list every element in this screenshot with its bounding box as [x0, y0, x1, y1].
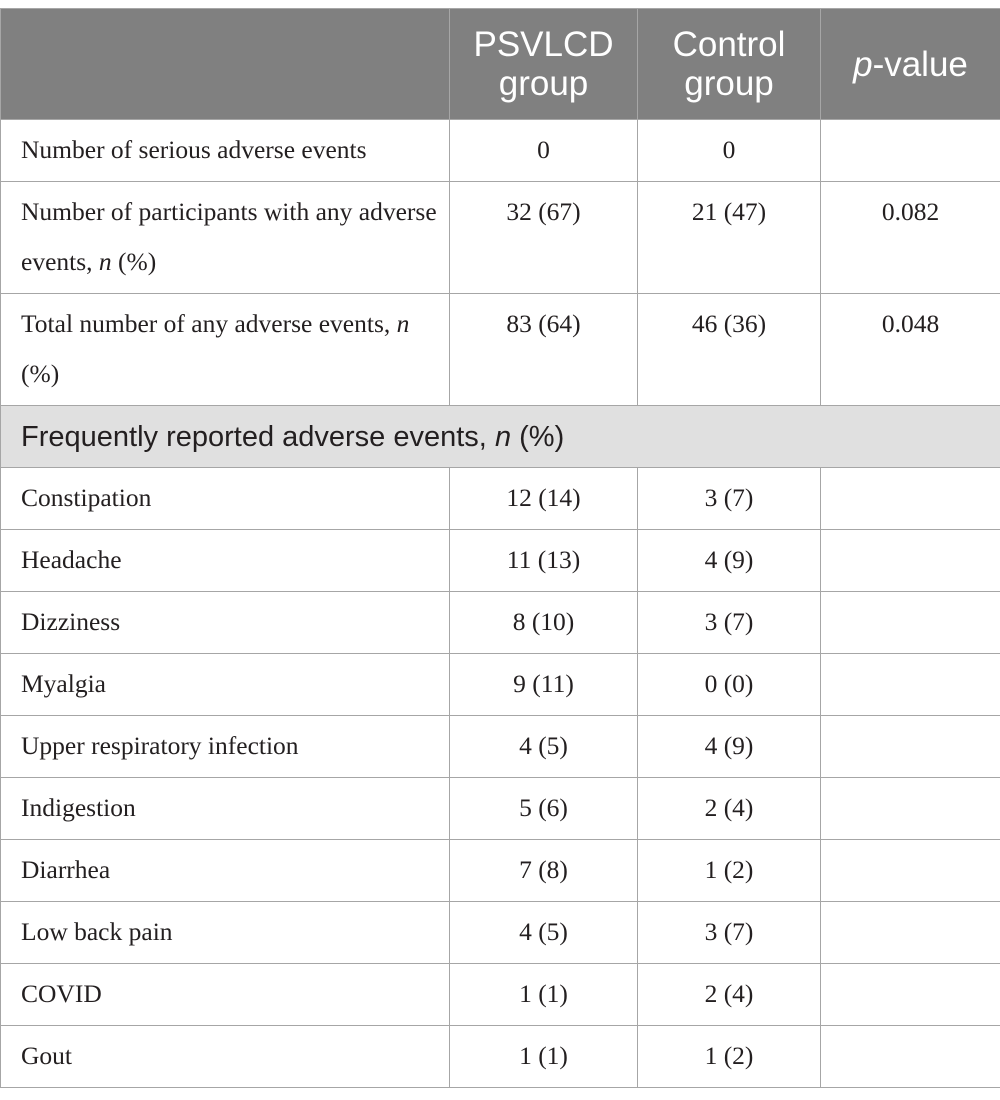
control-value: 3 (7): [638, 902, 821, 964]
event-label: Gout: [1, 1026, 450, 1088]
control-value: 4 (9): [638, 530, 821, 592]
table-header: [1, 9, 1000, 120]
control-value: 3 (7): [638, 592, 821, 654]
p-value: [821, 1026, 1000, 1088]
p-value: [821, 530, 1000, 592]
header-control-group: Control group: [638, 9, 821, 120]
event-label: Constipation: [1, 468, 450, 530]
psvlcd-value: 1 (1): [450, 1026, 638, 1088]
header-row: [1, 9, 1000, 120]
table-row: [1, 468, 1000, 530]
table-row: [1, 902, 1000, 964]
event-label: Diarrhea: [1, 840, 450, 902]
control-value: 0 (0): [638, 654, 821, 716]
psvlcd-value: 4 (5): [450, 716, 638, 778]
p-value: [821, 902, 1000, 964]
p-value: [821, 120, 1000, 182]
control-value: 1 (2): [638, 1026, 821, 1088]
event-label: Headache: [1, 530, 450, 592]
p-value: [821, 592, 1000, 654]
psvlcd-value: 83 (64): [450, 294, 638, 406]
table-row: [1, 840, 1000, 902]
table-row: [1, 778, 1000, 840]
header-psvlcd-group: PSVLCD group: [450, 9, 638, 120]
control-value: 0: [638, 120, 821, 182]
control-value: 4 (9): [638, 716, 821, 778]
section-header-italic: n: [494, 420, 512, 453]
psvlcd-value: 7 (8): [450, 840, 638, 902]
event-label: COVID: [1, 964, 450, 1026]
summary-row: [1, 120, 1000, 182]
event-label: Low back pain: [1, 902, 450, 964]
control-value: 1 (2): [638, 840, 821, 902]
row-label-text: Number of participants with any adverse events,: [21, 197, 437, 276]
psvlcd-value: 8 (10): [450, 592, 638, 654]
row-label-italic: n: [396, 309, 410, 338]
p-value: 0.048: [821, 294, 1000, 406]
table-row: [1, 964, 1000, 1026]
row-label: [1, 182, 450, 294]
psvlcd-value: 12 (14): [450, 468, 638, 530]
row-label-suffix: (%): [21, 359, 60, 388]
psvlcd-value: 32 (67): [450, 182, 638, 294]
psvlcd-value: 11 (13): [450, 530, 638, 592]
event-label: Dizziness: [1, 592, 450, 654]
psvlcd-value: 5 (6): [450, 778, 638, 840]
table-row: [1, 530, 1000, 592]
header-p-value: [821, 9, 1000, 120]
summary-row: [1, 294, 1000, 406]
section-header-text: Frequently reported adverse events,: [21, 420, 495, 453]
psvlcd-value: 1 (1): [450, 964, 638, 1026]
control-value: 46 (36): [638, 294, 821, 406]
table-row: [1, 1026, 1000, 1088]
psvlcd-value: 4 (5): [450, 902, 638, 964]
psvlcd-value: 9 (11): [450, 654, 638, 716]
table-row: [1, 592, 1000, 654]
p-value: [821, 778, 1000, 840]
event-label: Indigestion: [1, 778, 450, 840]
table-body: [1, 120, 1000, 1088]
p-value-suffix: -value: [872, 44, 968, 84]
row-label: [1, 294, 450, 406]
control-value: 2 (4): [638, 778, 821, 840]
row-label: [1, 120, 450, 182]
p-value: [821, 964, 1000, 1026]
p-value: [821, 840, 1000, 902]
control-value: 2 (4): [638, 964, 821, 1026]
row-label-suffix: (%): [111, 247, 157, 276]
event-label: Myalgia: [1, 654, 450, 716]
header-empty-cell: [1, 9, 450, 120]
control-value: 3 (7): [638, 468, 821, 530]
control-value: 21 (47): [638, 182, 821, 294]
p-value-italic-p: p: [853, 44, 873, 84]
section-header: [1, 406, 1000, 468]
p-value: 0.082: [821, 182, 1000, 294]
row-label-text: Total number of any adverse events,: [21, 309, 397, 338]
row-label-text: Number of serious adverse events: [21, 135, 367, 164]
p-value: [821, 716, 1000, 778]
p-value: [821, 654, 1000, 716]
table-row: [1, 654, 1000, 716]
summary-row: [1, 182, 1000, 294]
p-value: [821, 468, 1000, 530]
table-row: [1, 716, 1000, 778]
adverse-events-table: [0, 8, 1000, 1088]
row-label-italic: n: [98, 247, 112, 276]
section-header-row: [1, 406, 1000, 468]
event-label: Upper respiratory infection: [1, 716, 450, 778]
section-header-suffix: (%): [511, 420, 565, 453]
psvlcd-value: 0: [450, 120, 638, 182]
